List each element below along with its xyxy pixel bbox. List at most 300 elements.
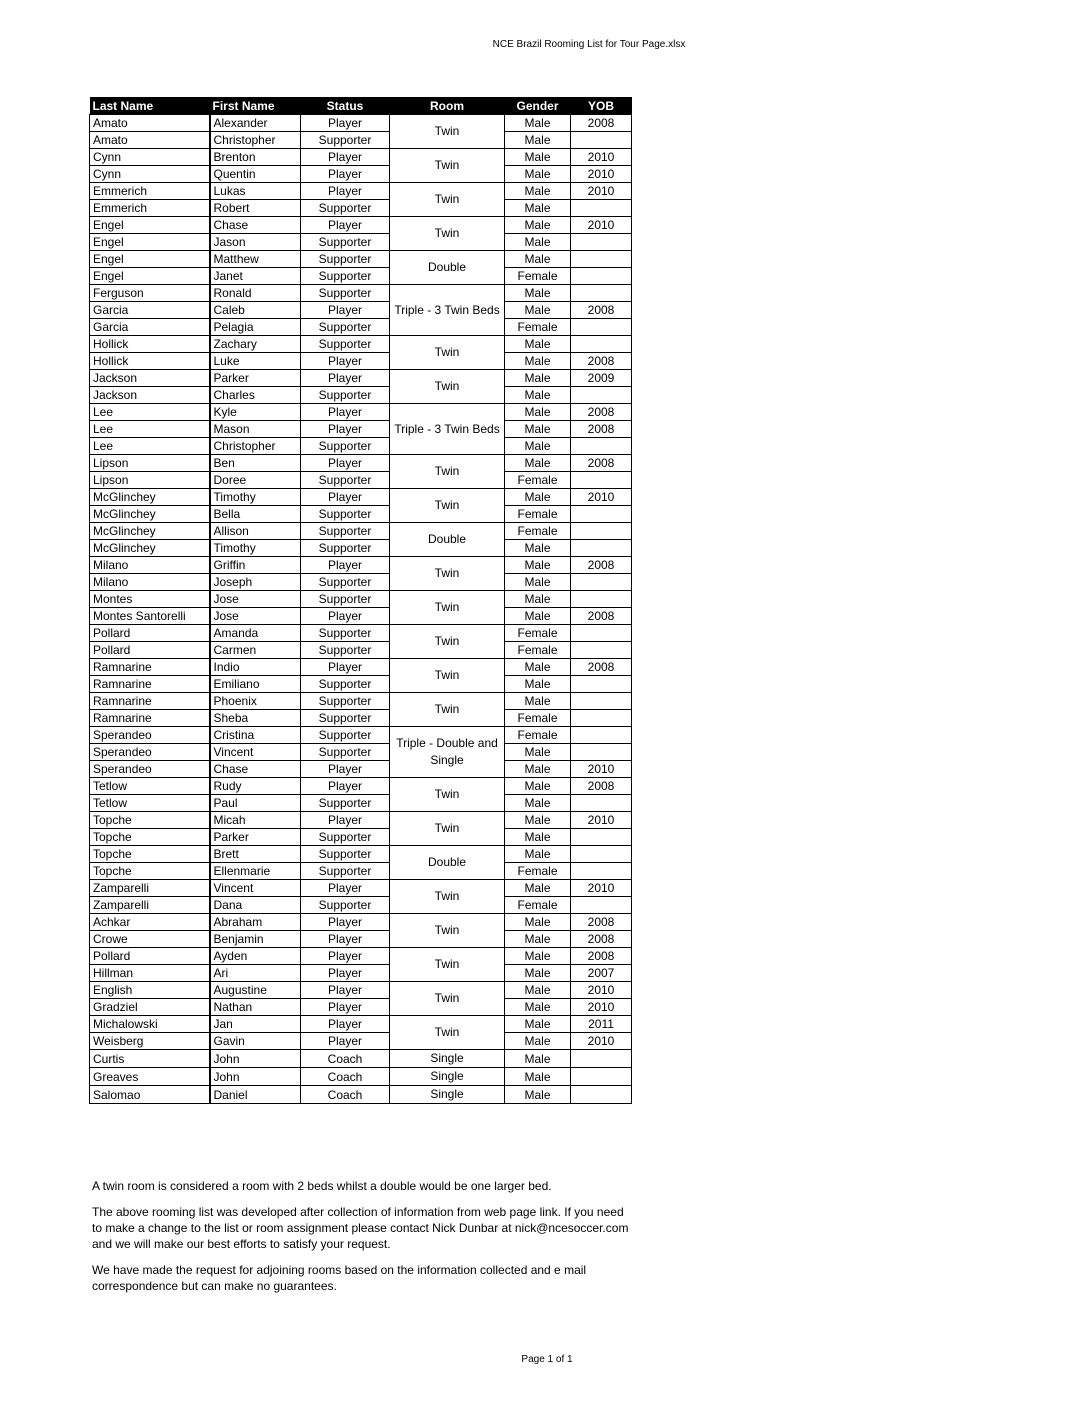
status-cell: Player	[301, 115, 390, 132]
first-name-cell: Christopher	[210, 132, 301, 149]
room-cell: Triple - 3 Twin Beds	[390, 404, 505, 455]
table-row	[90, 149, 632, 166]
yob-cell	[571, 506, 632, 523]
room-cell: Double	[390, 251, 505, 285]
gender-cell: Female	[505, 710, 571, 727]
last-name-cell: Topche	[90, 863, 210, 880]
first-name-cell: Augustine	[210, 982, 301, 999]
first-name-cell: Alexander	[210, 115, 301, 132]
first-name-cell: Indio	[210, 659, 301, 676]
table-row	[90, 438, 632, 455]
yob-cell: 2008	[571, 302, 632, 319]
table-row	[90, 472, 632, 489]
yob-cell: 2008	[571, 778, 632, 795]
first-name-cell: Charles	[210, 387, 301, 404]
yob-cell: 2008	[571, 404, 632, 421]
room-cell: Twin	[390, 659, 505, 693]
table-row	[90, 336, 632, 353]
table-row	[90, 982, 632, 999]
first-name-cell: Pelagia	[210, 319, 301, 336]
gender-cell: Female	[505, 523, 571, 540]
table-row	[90, 846, 632, 863]
yob-cell	[571, 268, 632, 285]
yob-cell	[571, 387, 632, 404]
table-row	[90, 829, 632, 846]
first-name-cell: Janet	[210, 268, 301, 285]
yob-cell	[571, 846, 632, 863]
first-name-cell: Zachary	[210, 336, 301, 353]
yob-cell: 2008	[571, 659, 632, 676]
gender-cell: Male	[505, 489, 571, 506]
status-cell: Player	[301, 948, 390, 965]
room-cell: Twin	[390, 183, 505, 217]
first-name-cell: Daniel	[210, 1086, 301, 1104]
last-name-cell: Topche	[90, 846, 210, 863]
yob-cell: 2008	[571, 115, 632, 132]
yob-cell	[571, 132, 632, 149]
last-name-cell: Milano	[90, 557, 210, 574]
first-name-cell: Ayden	[210, 948, 301, 965]
room-cell: Twin	[390, 914, 505, 948]
last-name-cell: Topche	[90, 812, 210, 829]
status-cell: Player	[301, 183, 390, 200]
yob-cell	[571, 319, 632, 336]
yob-cell: 2010	[571, 982, 632, 999]
gender-cell: Male	[505, 302, 571, 319]
table-row	[90, 710, 632, 727]
last-name-cell: Cynn	[90, 166, 210, 183]
last-name-cell: Zamparelli	[90, 897, 210, 914]
room-cell: Twin	[390, 455, 505, 489]
last-name-cell: Amato	[90, 115, 210, 132]
status-cell: Player	[301, 404, 390, 421]
gender-cell: Female	[505, 727, 571, 744]
gender-cell: Male	[505, 948, 571, 965]
last-name-cell: Jackson	[90, 387, 210, 404]
first-name-cell: Christopher	[210, 438, 301, 455]
last-name-cell: Engel	[90, 217, 210, 234]
yob-cell: 2008	[571, 421, 632, 438]
table-row	[90, 200, 632, 217]
last-name-cell: Topche	[90, 829, 210, 846]
first-name-cell: Timothy	[210, 489, 301, 506]
gender-cell: Male	[505, 778, 571, 795]
gender-cell: Male	[505, 149, 571, 166]
last-name-cell: Garcia	[90, 319, 210, 336]
status-cell: Supporter	[301, 795, 390, 812]
last-name-cell: Pollard	[90, 948, 210, 965]
room-cell: Triple - Double and Single	[390, 727, 505, 778]
first-name-cell: Brenton	[210, 149, 301, 166]
table-row	[90, 404, 632, 421]
yob-cell	[571, 676, 632, 693]
gender-cell: Male	[505, 965, 571, 982]
header-last-name: Last Name	[90, 97, 210, 115]
first-name-cell: Jan	[210, 1016, 301, 1033]
room-cell: Twin	[390, 336, 505, 370]
gender-cell: Male	[505, 234, 571, 251]
first-name-cell: Mason	[210, 421, 301, 438]
gender-cell: Male	[505, 200, 571, 217]
last-name-cell: Curtis	[90, 1050, 210, 1068]
room-cell: Twin	[390, 812, 505, 846]
table-row	[90, 761, 632, 778]
gender-cell: Male	[505, 795, 571, 812]
yob-cell	[571, 1068, 632, 1086]
room-cell: Twin	[390, 591, 505, 625]
table-row	[90, 795, 632, 812]
room-cell: Twin	[390, 115, 505, 149]
table-row	[90, 285, 632, 302]
last-name-cell: Emmerich	[90, 183, 210, 200]
last-name-cell: Lipson	[90, 472, 210, 489]
first-name-cell: Robert	[210, 200, 301, 217]
yob-cell	[571, 625, 632, 642]
last-name-cell: Ramnarine	[90, 659, 210, 676]
first-name-cell: John	[210, 1050, 301, 1068]
gender-cell: Male	[505, 829, 571, 846]
room-cell: Triple - 3 Twin Beds	[390, 285, 505, 336]
table-row	[90, 1086, 632, 1104]
yob-cell	[571, 438, 632, 455]
table-row	[90, 574, 632, 591]
gender-cell: Male	[505, 217, 571, 234]
gender-cell: Male	[505, 693, 571, 710]
yob-cell	[571, 540, 632, 557]
rooming-table-body	[90, 115, 632, 1104]
table-row	[90, 1068, 632, 1086]
last-name-cell: McGlinchey	[90, 506, 210, 523]
first-name-cell: Cristina	[210, 727, 301, 744]
room-cell: Twin	[390, 149, 505, 183]
yob-cell	[571, 234, 632, 251]
yob-cell: 2010	[571, 149, 632, 166]
yob-cell: 2008	[571, 557, 632, 574]
first-name-cell: Carmen	[210, 642, 301, 659]
status-cell: Supporter	[301, 574, 390, 591]
room-cell: Twin	[390, 557, 505, 591]
table-row	[90, 897, 632, 914]
last-name-cell: Lee	[90, 404, 210, 421]
gender-cell: Male	[505, 183, 571, 200]
table-row	[90, 353, 632, 370]
yob-cell	[571, 897, 632, 914]
gender-cell: Male	[505, 931, 571, 948]
yob-cell: 2010	[571, 880, 632, 897]
first-name-cell: Gavin	[210, 1033, 301, 1050]
gender-cell: Male	[505, 914, 571, 931]
yob-cell	[571, 472, 632, 489]
table-row	[90, 642, 632, 659]
last-name-cell: Ferguson	[90, 285, 210, 302]
room-cell: Single	[390, 1086, 505, 1104]
status-cell: Player	[301, 659, 390, 676]
first-name-cell: Jose	[210, 591, 301, 608]
status-cell: Player	[301, 557, 390, 574]
last-name-cell: Greaves	[90, 1068, 210, 1086]
first-name-cell: Kyle	[210, 404, 301, 421]
table-row	[90, 999, 632, 1016]
table-row	[90, 965, 632, 982]
status-cell: Player	[301, 931, 390, 948]
yob-cell	[571, 574, 632, 591]
room-cell: Double	[390, 523, 505, 557]
last-name-cell: Lee	[90, 438, 210, 455]
last-name-cell: Hillman	[90, 965, 210, 982]
gender-cell: Male	[505, 251, 571, 268]
gender-cell: Male	[505, 404, 571, 421]
last-name-cell: Jackson	[90, 370, 210, 387]
note-adjoining-rooms: We have made the request for adjoining rooms based on the information collected and e mail correspondence but can make no guarantees.	[92, 1263, 587, 1293]
yob-cell: 2011	[571, 1016, 632, 1033]
rooming-table	[89, 97, 632, 1104]
first-name-cell: Abraham	[210, 914, 301, 931]
yob-cell	[571, 251, 632, 268]
last-name-cell: Crowe	[90, 931, 210, 948]
status-cell: Player	[301, 166, 390, 183]
gender-cell: Male	[505, 370, 571, 387]
yob-cell: 2010	[571, 489, 632, 506]
table-row	[90, 778, 632, 795]
last-name-cell: Emmerich	[90, 200, 210, 217]
status-cell: Supporter	[301, 506, 390, 523]
gender-cell: Male	[505, 744, 571, 761]
status-cell: Supporter	[301, 846, 390, 863]
yob-cell: 2010	[571, 812, 632, 829]
gender-cell: Male	[505, 1050, 571, 1068]
room-cell: Twin	[390, 948, 505, 982]
last-name-cell: Ramnarine	[90, 710, 210, 727]
status-cell: Coach	[301, 1068, 390, 1086]
status-cell: Supporter	[301, 863, 390, 880]
status-cell: Supporter	[301, 523, 390, 540]
gender-cell: Male	[505, 1033, 571, 1050]
first-name-cell: Ari	[210, 965, 301, 982]
yob-cell	[571, 591, 632, 608]
yob-cell	[571, 200, 632, 217]
yob-cell: 2010	[571, 183, 632, 200]
yob-cell: 2007	[571, 965, 632, 982]
status-cell: Supporter	[301, 285, 390, 302]
table-row	[90, 812, 632, 829]
yob-cell: 2008	[571, 914, 632, 931]
status-cell: Supporter	[301, 540, 390, 557]
table-row	[90, 132, 632, 149]
status-cell: Supporter	[301, 693, 390, 710]
status-cell: Player	[301, 353, 390, 370]
gender-cell: Male	[505, 880, 571, 897]
first-name-cell: Phoenix	[210, 693, 301, 710]
first-name-cell: Doree	[210, 472, 301, 489]
yob-cell	[571, 744, 632, 761]
last-name-cell: McGlinchey	[90, 523, 210, 540]
yob-cell	[571, 727, 632, 744]
status-cell: Player	[301, 489, 390, 506]
table-row	[90, 302, 632, 319]
status-cell: Coach	[301, 1050, 390, 1068]
first-name-cell: Jason	[210, 234, 301, 251]
gender-cell: Male	[505, 999, 571, 1016]
gender-cell: Male	[505, 166, 571, 183]
status-cell: Player	[301, 965, 390, 982]
table-row	[90, 1050, 632, 1068]
gender-cell: Male	[505, 557, 571, 574]
last-name-cell: Tetlow	[90, 778, 210, 795]
last-name-cell: Garcia	[90, 302, 210, 319]
gender-cell: Male	[505, 285, 571, 302]
first-name-cell: Matthew	[210, 251, 301, 268]
status-cell: Player	[301, 455, 390, 472]
room-cell: Single	[390, 1068, 505, 1086]
room-cell: Twin	[390, 1016, 505, 1050]
first-name-cell: Benjamin	[210, 931, 301, 948]
gender-cell: Male	[505, 574, 571, 591]
last-name-cell: Hollick	[90, 336, 210, 353]
yob-cell	[571, 285, 632, 302]
gender-cell: Male	[505, 1086, 571, 1104]
yob-cell: 2010	[571, 166, 632, 183]
last-name-cell: McGlinchey	[90, 540, 210, 557]
notes-section	[92, 1178, 632, 1304]
last-name-cell: Montes Santorelli	[90, 608, 210, 625]
status-cell: Supporter	[301, 642, 390, 659]
yob-cell	[571, 863, 632, 880]
header-first-name: First Name	[210, 97, 301, 115]
status-cell: Player	[301, 914, 390, 931]
room-cell: Twin	[390, 370, 505, 404]
gender-cell: Male	[505, 659, 571, 676]
gender-cell: Male	[505, 353, 571, 370]
status-cell: Supporter	[301, 710, 390, 727]
gender-cell: Male	[505, 438, 571, 455]
table-row	[90, 540, 632, 557]
table-row	[90, 625, 632, 642]
last-name-cell: English	[90, 982, 210, 999]
first-name-cell: Bella	[210, 506, 301, 523]
status-cell: Coach	[301, 1086, 390, 1104]
first-name-cell: Paul	[210, 795, 301, 812]
last-name-cell: Lipson	[90, 455, 210, 472]
first-name-cell: Joseph	[210, 574, 301, 591]
status-cell: Player	[301, 880, 390, 897]
gender-cell: Male	[505, 982, 571, 999]
table-row	[90, 183, 632, 200]
table-row	[90, 1033, 632, 1050]
gender-cell: Male	[505, 421, 571, 438]
gender-cell: Male	[505, 676, 571, 693]
yob-cell: 2008	[571, 948, 632, 965]
last-name-cell: Zamparelli	[90, 880, 210, 897]
status-cell: Supporter	[301, 268, 390, 285]
status-cell: Supporter	[301, 829, 390, 846]
status-cell: Supporter	[301, 591, 390, 608]
gender-cell: Male	[505, 132, 571, 149]
gender-cell: Female	[505, 625, 571, 642]
status-cell: Supporter	[301, 472, 390, 489]
first-name-cell: Ben	[210, 455, 301, 472]
last-name-cell: Amato	[90, 132, 210, 149]
status-cell: Player	[301, 761, 390, 778]
status-cell: Player	[301, 999, 390, 1016]
gender-cell: Male	[505, 540, 571, 557]
table-row	[90, 166, 632, 183]
gender-cell: Male	[505, 812, 571, 829]
document-header: NCE Brazil Rooming List for Tour Page.xlsx	[492, 39, 686, 50]
first-name-cell: Brett	[210, 846, 301, 863]
first-name-cell: Caleb	[210, 302, 301, 319]
last-name-cell: Gradziel	[90, 999, 210, 1016]
yob-cell: 2010	[571, 999, 632, 1016]
last-name-cell: Ramnarine	[90, 693, 210, 710]
yob-cell: 2010	[571, 1033, 632, 1050]
yob-cell	[571, 336, 632, 353]
first-name-cell: Luke	[210, 353, 301, 370]
header-status: Status	[301, 97, 390, 115]
table-row	[90, 234, 632, 251]
yob-cell: 2010	[571, 761, 632, 778]
yob-cell	[571, 829, 632, 846]
yob-cell	[571, 795, 632, 812]
status-cell: Supporter	[301, 438, 390, 455]
first-name-cell: Micah	[210, 812, 301, 829]
table-row	[90, 693, 632, 710]
yob-cell	[571, 523, 632, 540]
yob-cell: 2010	[571, 217, 632, 234]
last-name-cell: Ramnarine	[90, 676, 210, 693]
yob-cell	[571, 1050, 632, 1068]
first-name-cell: Nathan	[210, 999, 301, 1016]
status-cell: Supporter	[301, 897, 390, 914]
yob-cell: 2008	[571, 353, 632, 370]
first-name-cell: Parker	[210, 829, 301, 846]
status-cell: Player	[301, 778, 390, 795]
table-row	[90, 591, 632, 608]
gender-cell: Male	[505, 455, 571, 472]
first-name-cell: Ellenmarie	[210, 863, 301, 880]
status-cell: Player	[301, 982, 390, 999]
table-row	[90, 557, 632, 574]
gender-cell: Female	[505, 319, 571, 336]
yob-cell: 2008	[571, 608, 632, 625]
first-name-cell: Chase	[210, 761, 301, 778]
first-name-cell: Dana	[210, 897, 301, 914]
gender-cell: Male	[505, 608, 571, 625]
status-cell: Supporter	[301, 132, 390, 149]
last-name-cell: Michalowski	[90, 1016, 210, 1033]
last-name-cell: Achkar	[90, 914, 210, 931]
gender-cell: Male	[505, 1068, 571, 1086]
yob-cell	[571, 1086, 632, 1104]
status-cell: Player	[301, 1016, 390, 1033]
gender-cell: Female	[505, 642, 571, 659]
first-name-cell: Rudy	[210, 778, 301, 795]
last-name-cell: McGlinchey	[90, 489, 210, 506]
last-name-cell: Pollard	[90, 625, 210, 642]
table-row	[90, 880, 632, 897]
first-name-cell: Quentin	[210, 166, 301, 183]
table-row	[90, 676, 632, 693]
gender-cell: Male	[505, 591, 571, 608]
table-row	[90, 863, 632, 880]
gender-cell: Male	[505, 387, 571, 404]
first-name-cell: Jose	[210, 608, 301, 625]
status-cell: Player	[301, 608, 390, 625]
status-cell: Player	[301, 421, 390, 438]
first-name-cell: Allison	[210, 523, 301, 540]
last-name-cell: Weisberg	[90, 1033, 210, 1050]
last-name-cell: Engel	[90, 251, 210, 268]
first-name-cell: Timothy	[210, 540, 301, 557]
